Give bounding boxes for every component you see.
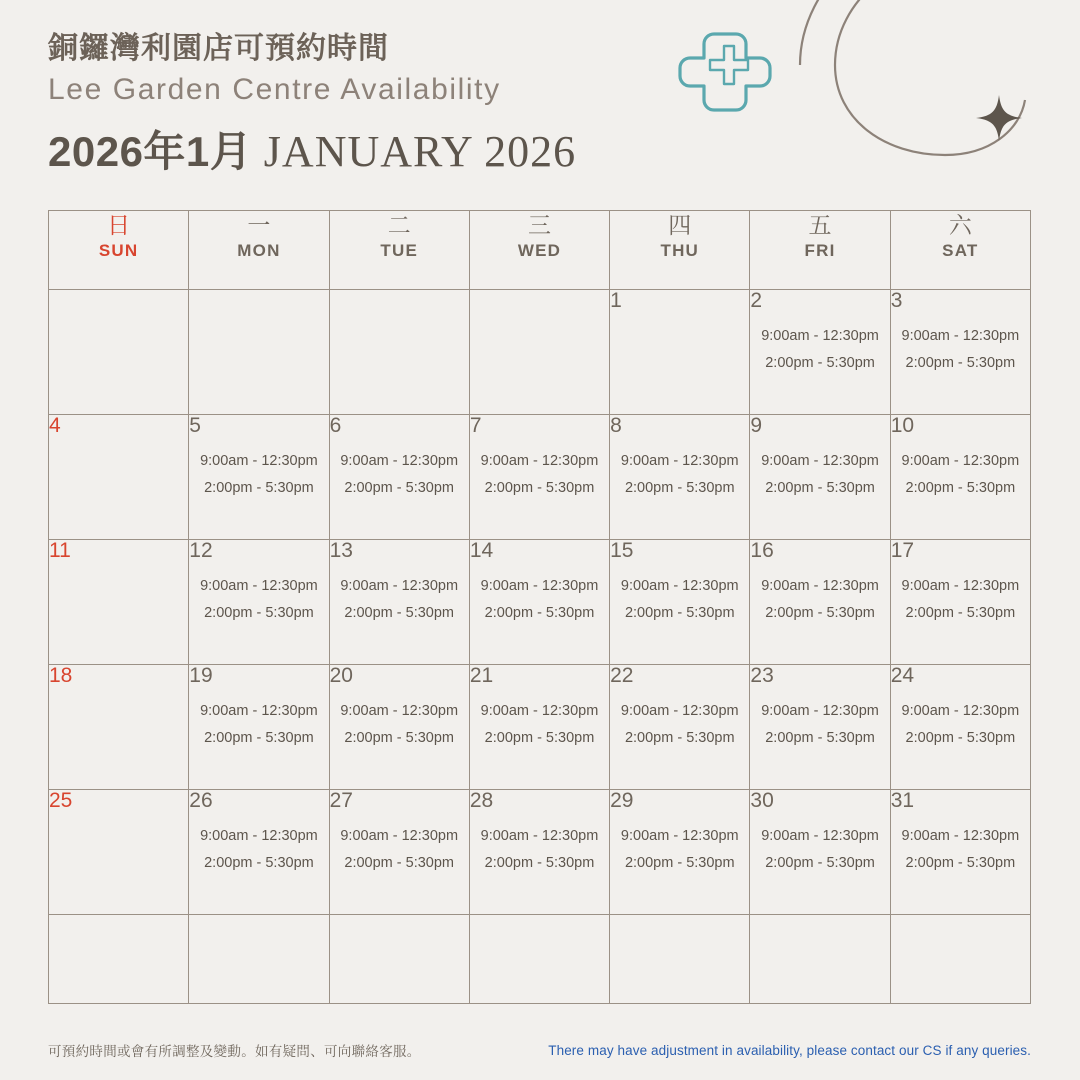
- availability-slots: [891, 698, 1030, 752]
- calendar-weekday-tue: [329, 211, 469, 290]
- day-number: 12: [189, 539, 213, 562]
- calendar-day-9[interactable]: [750, 415, 890, 540]
- day-number: 2: [750, 289, 763, 312]
- availability-slot: 9:00am - 12:30pm: [901, 578, 1020, 594]
- weekday-label-en: SUN: [98, 240, 139, 260]
- availability-slot: 2:00pm - 5:30pm: [905, 729, 1016, 746]
- availability-slot: 2:00pm - 5:30pm: [484, 854, 595, 871]
- day-number: 10: [890, 414, 915, 437]
- availability-slots: [750, 823, 889, 877]
- day-number: 30: [750, 789, 774, 812]
- calendar-day-30[interactable]: [750, 790, 890, 915]
- day-number: 19: [189, 664, 213, 687]
- spiral-swirl-icon: [740, 0, 1080, 190]
- calendar-day-16[interactable]: [750, 540, 890, 665]
- footer-note-en: There may have adjustment in availability, please contact our CS if any queries.: [548, 1042, 1031, 1058]
- availability-slot: 9:00am - 12:30pm: [761, 828, 879, 844]
- availability-slot: 2:00pm - 5:30pm: [905, 479, 1016, 496]
- availability-slot: 9:00am - 12:30pm: [901, 703, 1020, 719]
- calendar-day-2[interactable]: [750, 290, 890, 415]
- calendar-day-3[interactable]: [890, 290, 1030, 415]
- availability-slots: [330, 448, 469, 502]
- availability-slot: 2:00pm - 5:30pm: [765, 354, 875, 371]
- calendar-day-empty: [189, 915, 329, 1004]
- availability-slot: 2:00pm - 5:30pm: [905, 854, 1016, 871]
- calendar-day-empty: [329, 915, 469, 1004]
- weekday-label-zh: 日: [107, 212, 131, 238]
- calendar-day-empty: [189, 290, 329, 415]
- calendar-day-14[interactable]: [469, 540, 609, 665]
- day-number: 27: [329, 789, 353, 812]
- calendar-week-row: [49, 665, 1031, 790]
- calendar-day-31[interactable]: [890, 790, 1030, 915]
- day-number: 9: [750, 414, 763, 437]
- day-number: 23: [750, 664, 774, 687]
- availability-slots: [891, 323, 1030, 377]
- availability-slots: [610, 448, 749, 502]
- calendar-day-12[interactable]: [189, 540, 329, 665]
- availability-slot: 9:00am - 12:30pm: [340, 828, 459, 844]
- availability-slot: 2:00pm - 5:30pm: [765, 479, 875, 496]
- availability-slots: [470, 698, 609, 752]
- weekday-label-en: TUE: [380, 240, 418, 260]
- availability-slot: 2:00pm - 5:30pm: [624, 604, 735, 621]
- availability-slot: 9:00am - 12:30pm: [480, 828, 599, 844]
- day-number: 14: [469, 539, 494, 562]
- calendar-day-20[interactable]: [329, 665, 469, 790]
- calendar-day-13[interactable]: [329, 540, 469, 665]
- availability-slot: 9:00am - 12:30pm: [761, 578, 879, 594]
- availability-slot: 9:00am - 12:30pm: [620, 453, 739, 469]
- availability-slots: [610, 823, 749, 877]
- day-number: 13: [329, 539, 353, 562]
- day-number: 6: [329, 414, 342, 437]
- calendar-day-18[interactable]: [49, 665, 189, 790]
- availability-slot: 9:00am - 12:30pm: [620, 828, 739, 844]
- calendar-week-row: [49, 290, 1031, 415]
- availability-calendar: [48, 210, 1031, 1004]
- calendar-day-11[interactable]: [49, 540, 189, 665]
- calendar-day-28[interactable]: [469, 790, 609, 915]
- day-number: 20: [329, 664, 353, 687]
- weekday-label-zh: 二: [387, 212, 411, 238]
- availability-slots: [189, 698, 328, 752]
- availability-slot: 9:00am - 12:30pm: [620, 703, 739, 719]
- calendar-week-row: [49, 915, 1031, 1004]
- availability-slot: 2:00pm - 5:30pm: [484, 729, 595, 746]
- availability-slots: [330, 698, 469, 752]
- calendar-day-4[interactable]: [49, 415, 189, 540]
- calendar-day-empty: [750, 915, 890, 1004]
- calendar-week-row: [49, 790, 1031, 915]
- availability-slot: 2:00pm - 5:30pm: [204, 729, 314, 746]
- availability-slot: 9:00am - 12:30pm: [761, 328, 879, 344]
- weekday-label-en: MON: [237, 240, 281, 260]
- availability-slot: 9:00am - 12:30pm: [340, 578, 459, 594]
- availability-slot: 9:00am - 12:30pm: [340, 703, 459, 719]
- calendar-week-row: [49, 415, 1031, 540]
- availability-slot: 9:00am - 12:30pm: [200, 703, 318, 719]
- four-point-sparkle-icon: [976, 95, 1022, 141]
- calendar-day-17[interactable]: [890, 540, 1030, 665]
- availability-slot: 9:00am - 12:30pm: [761, 703, 879, 719]
- calendar-day-empty: [610, 915, 750, 1004]
- calendar-day-29[interactable]: [610, 790, 750, 915]
- calendar-day-7[interactable]: [469, 415, 609, 540]
- calendar-header-row: [49, 211, 1031, 290]
- availability-slot: 2:00pm - 5:30pm: [344, 729, 455, 746]
- availability-slots: [189, 823, 328, 877]
- availability-slot: 9:00am - 12:30pm: [901, 828, 1020, 844]
- availability-slot: 2:00pm - 5:30pm: [765, 854, 875, 871]
- availability-slots: [750, 448, 889, 502]
- calendar-day-empty: [329, 290, 469, 415]
- availability-slots: [750, 573, 889, 627]
- availability-slots: [470, 448, 609, 502]
- availability-slot: 9:00am - 12:30pm: [340, 453, 459, 469]
- calendar-weekday-sat: [890, 211, 1030, 290]
- availability-slot: 2:00pm - 5:30pm: [765, 729, 875, 746]
- availability-slots: [470, 823, 609, 877]
- calendar-day-5[interactable]: [189, 415, 329, 540]
- day-number: 21: [469, 664, 494, 687]
- availability-slot: 2:00pm - 5:30pm: [344, 604, 455, 621]
- weekday-label-zh: 三: [527, 212, 551, 238]
- day-number: 16: [750, 539, 774, 562]
- day-number: 5: [189, 414, 201, 437]
- availability-slot: 9:00am - 12:30pm: [901, 453, 1020, 469]
- page-title-zh: 銅鑼灣利園店可預約時間: [48, 32, 389, 65]
- weekday-label-en: FRI: [804, 240, 836, 260]
- availability-slot: 9:00am - 12:30pm: [200, 828, 318, 844]
- availability-slot: 2:00pm - 5:30pm: [905, 354, 1016, 371]
- calendar-day-8[interactable]: [610, 415, 750, 540]
- calendar-day-19[interactable]: [189, 665, 329, 790]
- availability-slots: [750, 698, 889, 752]
- availability-slot: 2:00pm - 5:30pm: [204, 854, 314, 871]
- availability-slots: [891, 448, 1030, 502]
- availability-slots: [189, 448, 328, 502]
- calendar-day-empty: [890, 915, 1030, 1004]
- calendar-weekday-mon: [189, 211, 329, 290]
- calendar-day-24[interactable]: [890, 665, 1030, 790]
- availability-slot: 2:00pm - 5:30pm: [624, 854, 735, 871]
- clover-cross-icon: [672, 26, 784, 114]
- day-number: 26: [189, 789, 213, 812]
- availability-slot: 9:00am - 12:30pm: [480, 453, 599, 469]
- availability-slots: [891, 823, 1030, 877]
- day-number: 17: [890, 539, 915, 562]
- weekday-label-en: SAT: [942, 240, 979, 260]
- day-number: 25: [49, 789, 73, 812]
- calendar-week-row: [49, 540, 1031, 665]
- availability-slots: [330, 573, 469, 627]
- footer-notes: [48, 1040, 1031, 1060]
- availability-slot: 2:00pm - 5:30pm: [344, 854, 455, 871]
- calendar-day-27[interactable]: [329, 790, 469, 915]
- availability-slot: 2:00pm - 5:30pm: [484, 479, 595, 496]
- calendar-day-26[interactable]: [189, 790, 329, 915]
- calendar-weekday-fri: [750, 211, 890, 290]
- day-number: 7: [469, 414, 482, 437]
- day-number: 4: [49, 414, 61, 437]
- calendar-weekday-thu: [610, 211, 750, 290]
- calendar-day-empty: [469, 915, 609, 1004]
- calendar-day-23[interactable]: [750, 665, 890, 790]
- availability-slot: 2:00pm - 5:30pm: [624, 479, 735, 496]
- calendar-day-25[interactable]: [49, 790, 189, 915]
- day-number: 24: [890, 664, 915, 687]
- day-number: 15: [610, 539, 634, 562]
- month-heading: [48, 119, 668, 179]
- availability-slot: 2:00pm - 5:30pm: [344, 479, 455, 496]
- day-number: 22: [610, 664, 634, 687]
- weekday-label-en: WED: [517, 240, 562, 260]
- weekday-label-zh: 五: [808, 212, 832, 238]
- month-heading-en: JANUARY 2026: [263, 126, 577, 176]
- availability-slots: [330, 823, 469, 877]
- availability-slot: 9:00am - 12:30pm: [200, 453, 318, 469]
- calendar-weekday-wed: [469, 211, 609, 290]
- calendar-day-10[interactable]: [890, 415, 1030, 540]
- month-heading-zh: 2026年1月: [48, 127, 253, 175]
- availability-slot: 2:00pm - 5:30pm: [484, 604, 595, 621]
- availability-slot: 9:00am - 12:30pm: [761, 453, 879, 469]
- availability-slots: [189, 573, 328, 627]
- availability-slots: [750, 323, 889, 377]
- availability-slot: 2:00pm - 5:30pm: [765, 604, 875, 621]
- calendar-day-21[interactable]: [469, 665, 609, 790]
- calendar-day-empty: [469, 290, 609, 415]
- day-number: 8: [610, 414, 622, 437]
- availability-slots: [610, 698, 749, 752]
- day-number: 28: [469, 789, 494, 812]
- weekday-label-zh: 四: [668, 212, 692, 238]
- calendar-day-15[interactable]: [610, 540, 750, 665]
- footer-note-zh: 可預約時間或會有所調整及變動。如有疑問、可向聯絡客服。: [48, 1044, 421, 1059]
- availability-slot: 2:00pm - 5:30pm: [204, 479, 314, 496]
- availability-slot: 9:00am - 12:30pm: [620, 578, 739, 594]
- calendar-weekday-sun: [49, 211, 189, 290]
- availability-slot: 9:00am - 12:30pm: [480, 703, 599, 719]
- availability-slots: [891, 573, 1030, 627]
- availability-slots: [610, 573, 749, 627]
- calendar-day-empty: [49, 290, 189, 415]
- day-number: 3: [890, 289, 903, 312]
- day-number: 31: [890, 789, 915, 812]
- weekday-label-zh: 一: [247, 212, 271, 238]
- availability-slot: 9:00am - 12:30pm: [480, 578, 599, 594]
- calendar-day-empty: [49, 915, 189, 1004]
- page-title-en: Lee Garden Centre Availability: [48, 72, 501, 106]
- calendar-day-1[interactable]: [610, 290, 750, 415]
- calendar-day-22[interactable]: [610, 665, 750, 790]
- calendar-day-6[interactable]: [329, 415, 469, 540]
- availability-slot: 2:00pm - 5:30pm: [905, 604, 1016, 621]
- availability-slots: [470, 573, 609, 627]
- day-number: 29: [610, 789, 634, 812]
- weekday-label-zh: 六: [948, 212, 972, 238]
- day-number: 1: [610, 289, 622, 312]
- availability-slot: 2:00pm - 5:30pm: [204, 604, 314, 621]
- day-number: 11: [49, 539, 71, 562]
- availability-slot: 9:00am - 12:30pm: [901, 328, 1020, 344]
- weekday-label-en: THU: [660, 240, 700, 260]
- availability-slot: 9:00am - 12:30pm: [200, 578, 318, 594]
- day-number: 18: [49, 664, 73, 687]
- page-header: [48, 30, 668, 179]
- availability-slot: 2:00pm - 5:30pm: [624, 729, 735, 746]
